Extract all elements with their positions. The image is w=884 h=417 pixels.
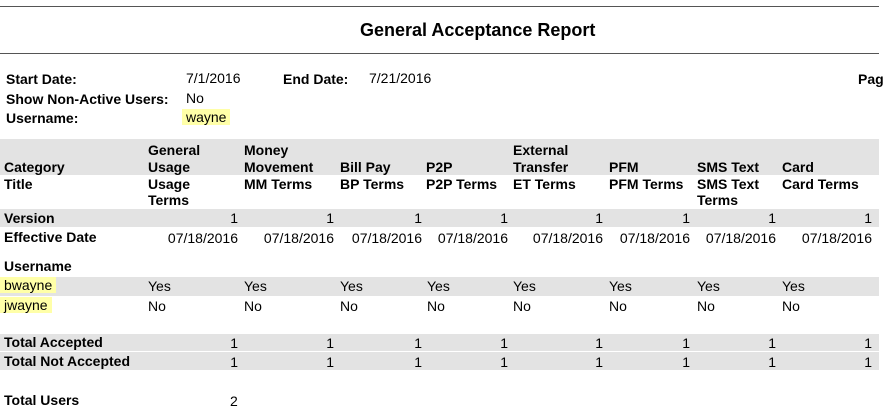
user-name: bwayne bbox=[0, 277, 56, 293]
col-title-line: Terms bbox=[697, 192, 738, 208]
effective-date-label: Effective Date bbox=[4, 229, 97, 245]
user-value: No bbox=[782, 298, 800, 314]
total-not-accepted-label: Total Not Accepted bbox=[4, 353, 131, 369]
col-title-line: Card Terms bbox=[782, 176, 859, 192]
user-value: Yes bbox=[697, 278, 720, 294]
user-value: No bbox=[513, 298, 531, 314]
effective-date-value: 07/18/2016 bbox=[619, 230, 690, 246]
total-accepted-value: 1 bbox=[230, 335, 238, 351]
user-value: No bbox=[148, 298, 166, 314]
col-category-line: P2P bbox=[426, 159, 453, 175]
col-category-line: Movement bbox=[244, 159, 314, 175]
col-title-line: ET Terms bbox=[513, 176, 576, 192]
top-rule bbox=[0, 6, 879, 7]
col-category-line: External bbox=[513, 142, 569, 158]
end-date-label: End Date: bbox=[283, 71, 349, 87]
show-non-active-value: No bbox=[186, 90, 204, 106]
total-users-label: Total Users bbox=[4, 392, 80, 408]
col-category-line: Usage bbox=[148, 159, 191, 175]
total-accepted-value: 1 bbox=[682, 335, 690, 351]
total-accepted-value: 1 bbox=[414, 335, 422, 351]
user-value: Yes bbox=[244, 278, 267, 294]
col-category-line: PFM bbox=[609, 159, 639, 175]
effective-date-value: 07/18/2016 bbox=[167, 230, 238, 246]
user-name: jwayne bbox=[0, 297, 52, 313]
col-category-line: Money bbox=[244, 142, 289, 158]
col-category-line: Bill Pay bbox=[340, 159, 391, 175]
total-users-value: 2 bbox=[230, 393, 238, 409]
username-param-label: Username: bbox=[6, 110, 79, 126]
version-value: 1 bbox=[500, 210, 508, 226]
user-value: Yes bbox=[782, 278, 805, 294]
total-not-accepted-value: 1 bbox=[326, 354, 334, 370]
username-column-label: Username bbox=[4, 258, 72, 274]
col-title-line: P2P Terms bbox=[426, 176, 498, 192]
username-param-value: wayne bbox=[182, 109, 230, 125]
show-non-active-label: Show Non-Active Users: bbox=[6, 91, 169, 107]
effective-date-value: 07/18/2016 bbox=[532, 230, 603, 246]
total-not-accepted-value: 1 bbox=[414, 354, 422, 370]
total-accepted-value: 1 bbox=[864, 335, 872, 351]
effective-date-value: 07/18/2016 bbox=[351, 230, 422, 246]
total-not-accepted-value: 1 bbox=[864, 354, 872, 370]
version-value: 1 bbox=[414, 210, 422, 226]
col-category-line: General bbox=[148, 142, 201, 158]
start-date-value: 7/1/2016 bbox=[186, 70, 241, 86]
total-accepted-value: 1 bbox=[595, 335, 603, 351]
version-value: 1 bbox=[230, 210, 238, 226]
page-label: Pag bbox=[858, 71, 884, 87]
version-label: Version bbox=[4, 210, 55, 226]
total-accepted-value: 1 bbox=[500, 335, 508, 351]
version-value: 1 bbox=[595, 210, 603, 226]
col-title-line: Terms bbox=[148, 192, 189, 208]
effective-date-value: 07/18/2016 bbox=[437, 230, 508, 246]
version-value: 1 bbox=[864, 210, 872, 226]
version-value: 1 bbox=[768, 210, 776, 226]
effective-date-value: 07/18/2016 bbox=[801, 230, 872, 246]
user-value: Yes bbox=[427, 278, 450, 294]
total-not-accepted-value: 1 bbox=[768, 354, 776, 370]
total-not-accepted-value: 1 bbox=[682, 354, 690, 370]
col-category-line: Transfer bbox=[513, 159, 569, 175]
col-title-line: PFM Terms bbox=[609, 176, 684, 192]
total-not-accepted-value: 1 bbox=[500, 354, 508, 370]
total-accepted-value: 1 bbox=[768, 335, 776, 351]
report-title: General Acceptance Report bbox=[360, 20, 596, 40]
user-value: No bbox=[340, 298, 358, 314]
total-not-accepted-value: 1 bbox=[230, 354, 238, 370]
user-value: No bbox=[697, 298, 715, 314]
start-date-label: Start Date: bbox=[6, 71, 77, 87]
user-value: Yes bbox=[340, 278, 363, 294]
user-value: Yes bbox=[148, 278, 171, 294]
col-title-line: MM Terms bbox=[244, 176, 313, 192]
user-value: Yes bbox=[513, 278, 536, 294]
version-value: 1 bbox=[326, 210, 334, 226]
user-value: No bbox=[609, 298, 627, 314]
col-title-line: BP Terms bbox=[340, 176, 405, 192]
effective-date-value: 07/18/2016 bbox=[263, 230, 334, 246]
title-label: Title bbox=[4, 176, 33, 192]
version-value: 1 bbox=[682, 210, 690, 226]
col-title-line: SMS Text bbox=[697, 176, 759, 192]
user-value: No bbox=[244, 298, 262, 314]
category-label: Category bbox=[4, 159, 65, 175]
effective-date-value: 07/18/2016 bbox=[705, 230, 776, 246]
total-accepted-label: Total Accepted bbox=[4, 334, 103, 350]
user-value: Yes bbox=[609, 278, 632, 294]
col-category-line: SMS Text bbox=[697, 159, 759, 175]
user-value: No bbox=[427, 298, 445, 314]
col-category-line: Card bbox=[782, 159, 814, 175]
col-title-line: Usage bbox=[148, 176, 191, 192]
title-rule bbox=[0, 53, 879, 54]
end-date-value: 7/21/2016 bbox=[369, 70, 432, 86]
total-not-accepted-value: 1 bbox=[595, 354, 603, 370]
total-accepted-value: 1 bbox=[326, 335, 334, 351]
